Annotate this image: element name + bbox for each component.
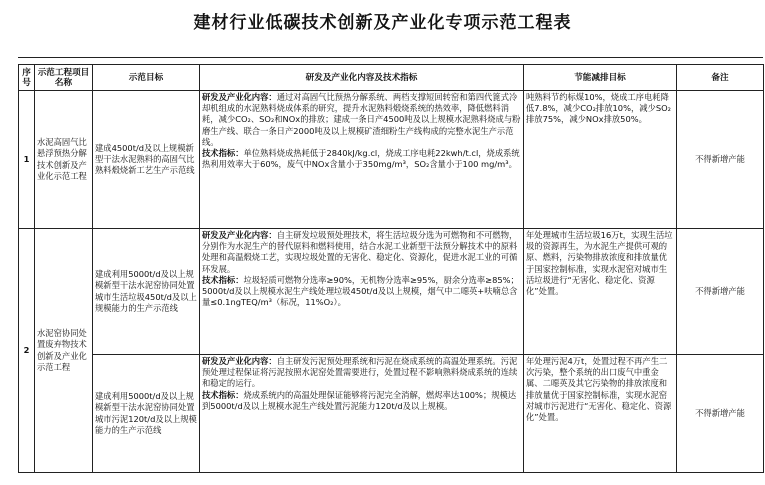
rd-content-text: 自主研发垃圾预处理技术，将生活垃圾分选为可燃物和不可燃物，分别作为水泥生产的替代原料和燃料使用，结合水泥工业新型干法预分解技术中的原料处理和高温煅烧工艺，实现垃圾处置的无害化、稳定化、资源化，促进水泥工业的可循环发展。: [202, 230, 518, 274]
rd-content-text: 通过对高固气比预热分解系统、两档支撑短回转窑和第四代篦式冷却机组成的水泥熟料烧成体系的研究，提升水泥熟料煅烧系统的热效率，降低燃料消耗，减少CO₂、SO₂和NOx的排放；建成一条日产4500吨及以上规模水泥熟料烧成与粉磨生产线、联合一条日产2000吨及以上规模矿渣细粉生产线构成的完整水泥生产示范线。: [202, 92, 521, 147]
header-saving: 节能减排目标: [524, 65, 677, 91]
row-1-goal: 建成4500t/d及以上规模新型干法水泥熟料的高固气比熟料煅烧新工艺生产示范线: [93, 91, 200, 229]
table-row: [19, 229, 764, 355]
header-content: 研发及产业化内容及技术指标: [200, 65, 524, 91]
rd-content-label: 研发及产业化内容：: [202, 230, 277, 240]
row-1-idx: 1: [19, 91, 35, 229]
row-2a-goal: 建成利用5000t/d及以上规模新型干法水泥窑协同处置城市生活垃圾450t/d及以上规模能力的生产示范线: [93, 229, 200, 355]
page-title: 建材行业低碳技术创新及产业化专项示范工程表: [193, 13, 572, 33]
tech-index-text: 单位熟料烧成热耗低于2840kJ/kg.cl，烧成工序电耗22kwh/t.cl，烧成系统热利用效率大于60%，废气中NOx含量小于350mg/m³，SO₂含量小于100 mg/m³。: [202, 148, 520, 170]
tech-index-label: 技术指标：: [202, 274, 244, 285]
row-2-project-name: 水泥窑协同处置废弃物技术创新及产业化示范工程: [35, 229, 93, 473]
rd-content-text: 自主研发污泥预处理系统和污泥在烧成系统的高温处理系统。污泥预处理过程保证将污泥按照水泥窑处置需要进行，处置过程不影响熟料烧成系统的连续和稳定的运行。: [202, 356, 518, 389]
row-1-project-name: 水泥高固气比悬浮预热分解技术创新及产业化示范工程: [35, 91, 93, 229]
table-row: [19, 355, 764, 473]
header-project-name: 示范工程项目名称: [35, 65, 93, 91]
row-2-idx: 2: [19, 229, 35, 473]
row-2b-saving: 年处理污泥4万t，处置过程不再产生二次污染，整个系统的出口废气中重金属、二噁英及其它污染物的排放浓度和排放量优于国家控制标准，实现水泥窑对城市污泥进行“无害化、稳定化、资源化”处置。: [524, 355, 677, 473]
table-row: [19, 91, 764, 229]
row-1-note: 不得新增产能: [677, 91, 764, 229]
tech-index-label: 技术指标：: [202, 389, 244, 400]
row-2b-content: [200, 355, 524, 473]
header-idx: 序号: [19, 65, 35, 91]
table-header-row: [19, 65, 764, 91]
header-goal: 示范目标: [93, 65, 200, 91]
row-2b-goal: 建成利用5000t/d及以上规模新型干法水泥窑协同处置城市污泥120t/d及以上规模能力的生产示范线: [93, 355, 200, 473]
tech-index-text: 垃圾轻质可燃物分选率≥90%，无机物分选率≥95%，厨余分选率≥85%；5000t/d及以上规模水泥生产线处理垃圾450t/d及以上规模，烟气中二噁英+呋喃总含量≤0.1ngTEQ/m³（标况，11%O₂）。: [202, 274, 519, 308]
table-top-rule: [18, 57, 763, 58]
tech-index-label: 技术指标：: [202, 148, 244, 159]
row-2a-note: 不得新增产能: [677, 229, 764, 355]
row-2a-saving: 年处理城市生活垃圾16万t，实现生活垃圾的资源再生，为水泥生产提供可观的原、燃料，污染物排放浓度和排放量优于国家控制标准，实现水泥窑对城市生活垃圾进行“无害化、稳定化、资源化”处置。: [524, 229, 677, 355]
row-2b-note: 不得新增产能: [677, 355, 764, 473]
demo-project-table: [18, 64, 764, 473]
rd-content-label: 研发及产业化内容：: [202, 92, 277, 102]
row-2a-content: [200, 229, 524, 355]
row-1-content: [200, 91, 524, 229]
row-1-saving: 吨熟料节约标煤10%，烧成工序电耗降低7.8%，减少CO₂排放10%，减少SO₂排放75%，减少NOx排放50%。: [524, 91, 677, 229]
tech-index-text: 烧成系统内的高温处理保证能够将污泥完全消解，燃烬率达100%；规模达到5000t/d及以上规模水泥生产线处置污泥能力120t/d及以上规模。: [202, 389, 517, 411]
header-note: 备注: [677, 65, 764, 91]
rd-content-label: 研发及产业化内容：: [202, 356, 277, 366]
